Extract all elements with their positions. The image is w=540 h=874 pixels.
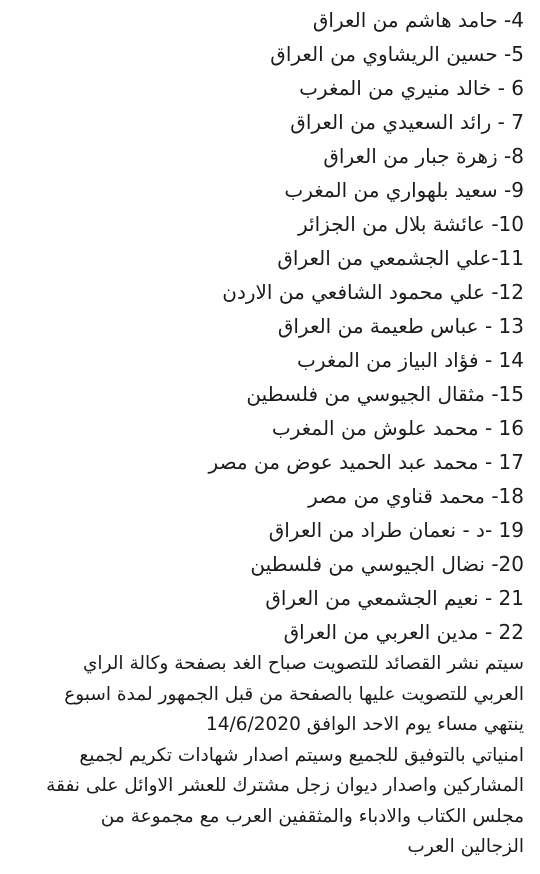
announcement-line: مجلس الكتاب والادباء والمثقفين العرب مع مجموعة من bbox=[100, 805, 524, 827]
list-item: 10- عائشة بلال من الجزائر bbox=[298, 212, 524, 236]
list-item: 15- مثقال الجيوسي من فلسطين bbox=[246, 382, 524, 406]
list-item: 8- زهرة جبار من العراق bbox=[323, 144, 524, 168]
list-item: 13 - عباس طعيمة من العراق bbox=[277, 314, 524, 338]
announcement-line: سيتم نشر القصائد للتصويت صباح الغد بصفحة وكالة الراي bbox=[82, 653, 524, 674]
list-item: 20- نضال الجيوسي من فلسطين bbox=[250, 552, 524, 576]
list-item: 14 - فؤاد البياز من المغرب bbox=[297, 348, 524, 372]
list-item: 7 - رائد السعيدي من العراق bbox=[290, 110, 524, 134]
list-item: 19 -د - نعمان طراد من العراق bbox=[268, 518, 524, 542]
list-item: 5- حسين الريشاوي من العراق bbox=[270, 42, 524, 66]
list-item: 4- حامد هاشم من العراق bbox=[312, 8, 524, 32]
list-item: 17 - محمد عبد الحميد عوض من مصر bbox=[208, 450, 524, 474]
announcement-line: الزجالين العرب bbox=[407, 836, 524, 857]
list-item: 12- علي محمود الشافعي من الاردن bbox=[222, 280, 524, 304]
list-item: 6 - خالد منيري من المغرب bbox=[299, 76, 524, 100]
announcement-date-line: ينتهي مساء يوم الاحد الوافق 14/6/2020 bbox=[205, 714, 524, 735]
announcement-line: المشاركين واصدار ديوان زجل مشترك للعشر الاوائل على نفقة bbox=[46, 775, 524, 796]
list-item: 11-علي الجشمعي من العراق bbox=[277, 246, 524, 270]
announcement-line: امنياتي بالتوفيق للجميع وسيتم اصدار شهادات تكريم لجميع bbox=[79, 744, 524, 766]
list-item: 22 - مدين العربي من العراق bbox=[283, 620, 524, 644]
list-item: 21 - نعيم الجشمعي من العراق bbox=[265, 586, 524, 610]
announcement-line: العربي للتصويت عليها بالصفحة من قبل الجمهور لمدة اسبوع bbox=[64, 683, 524, 705]
list-item: 16 - محمد علوش من المغرب bbox=[271, 416, 524, 440]
list-item: 18- محمد قناوي من مصر bbox=[308, 484, 524, 508]
list-item: 9- سعيد بلهواري من المغرب bbox=[284, 178, 524, 202]
participants-list bbox=[10, 3, 524, 649]
announcement-paragraph bbox=[10, 649, 524, 863]
